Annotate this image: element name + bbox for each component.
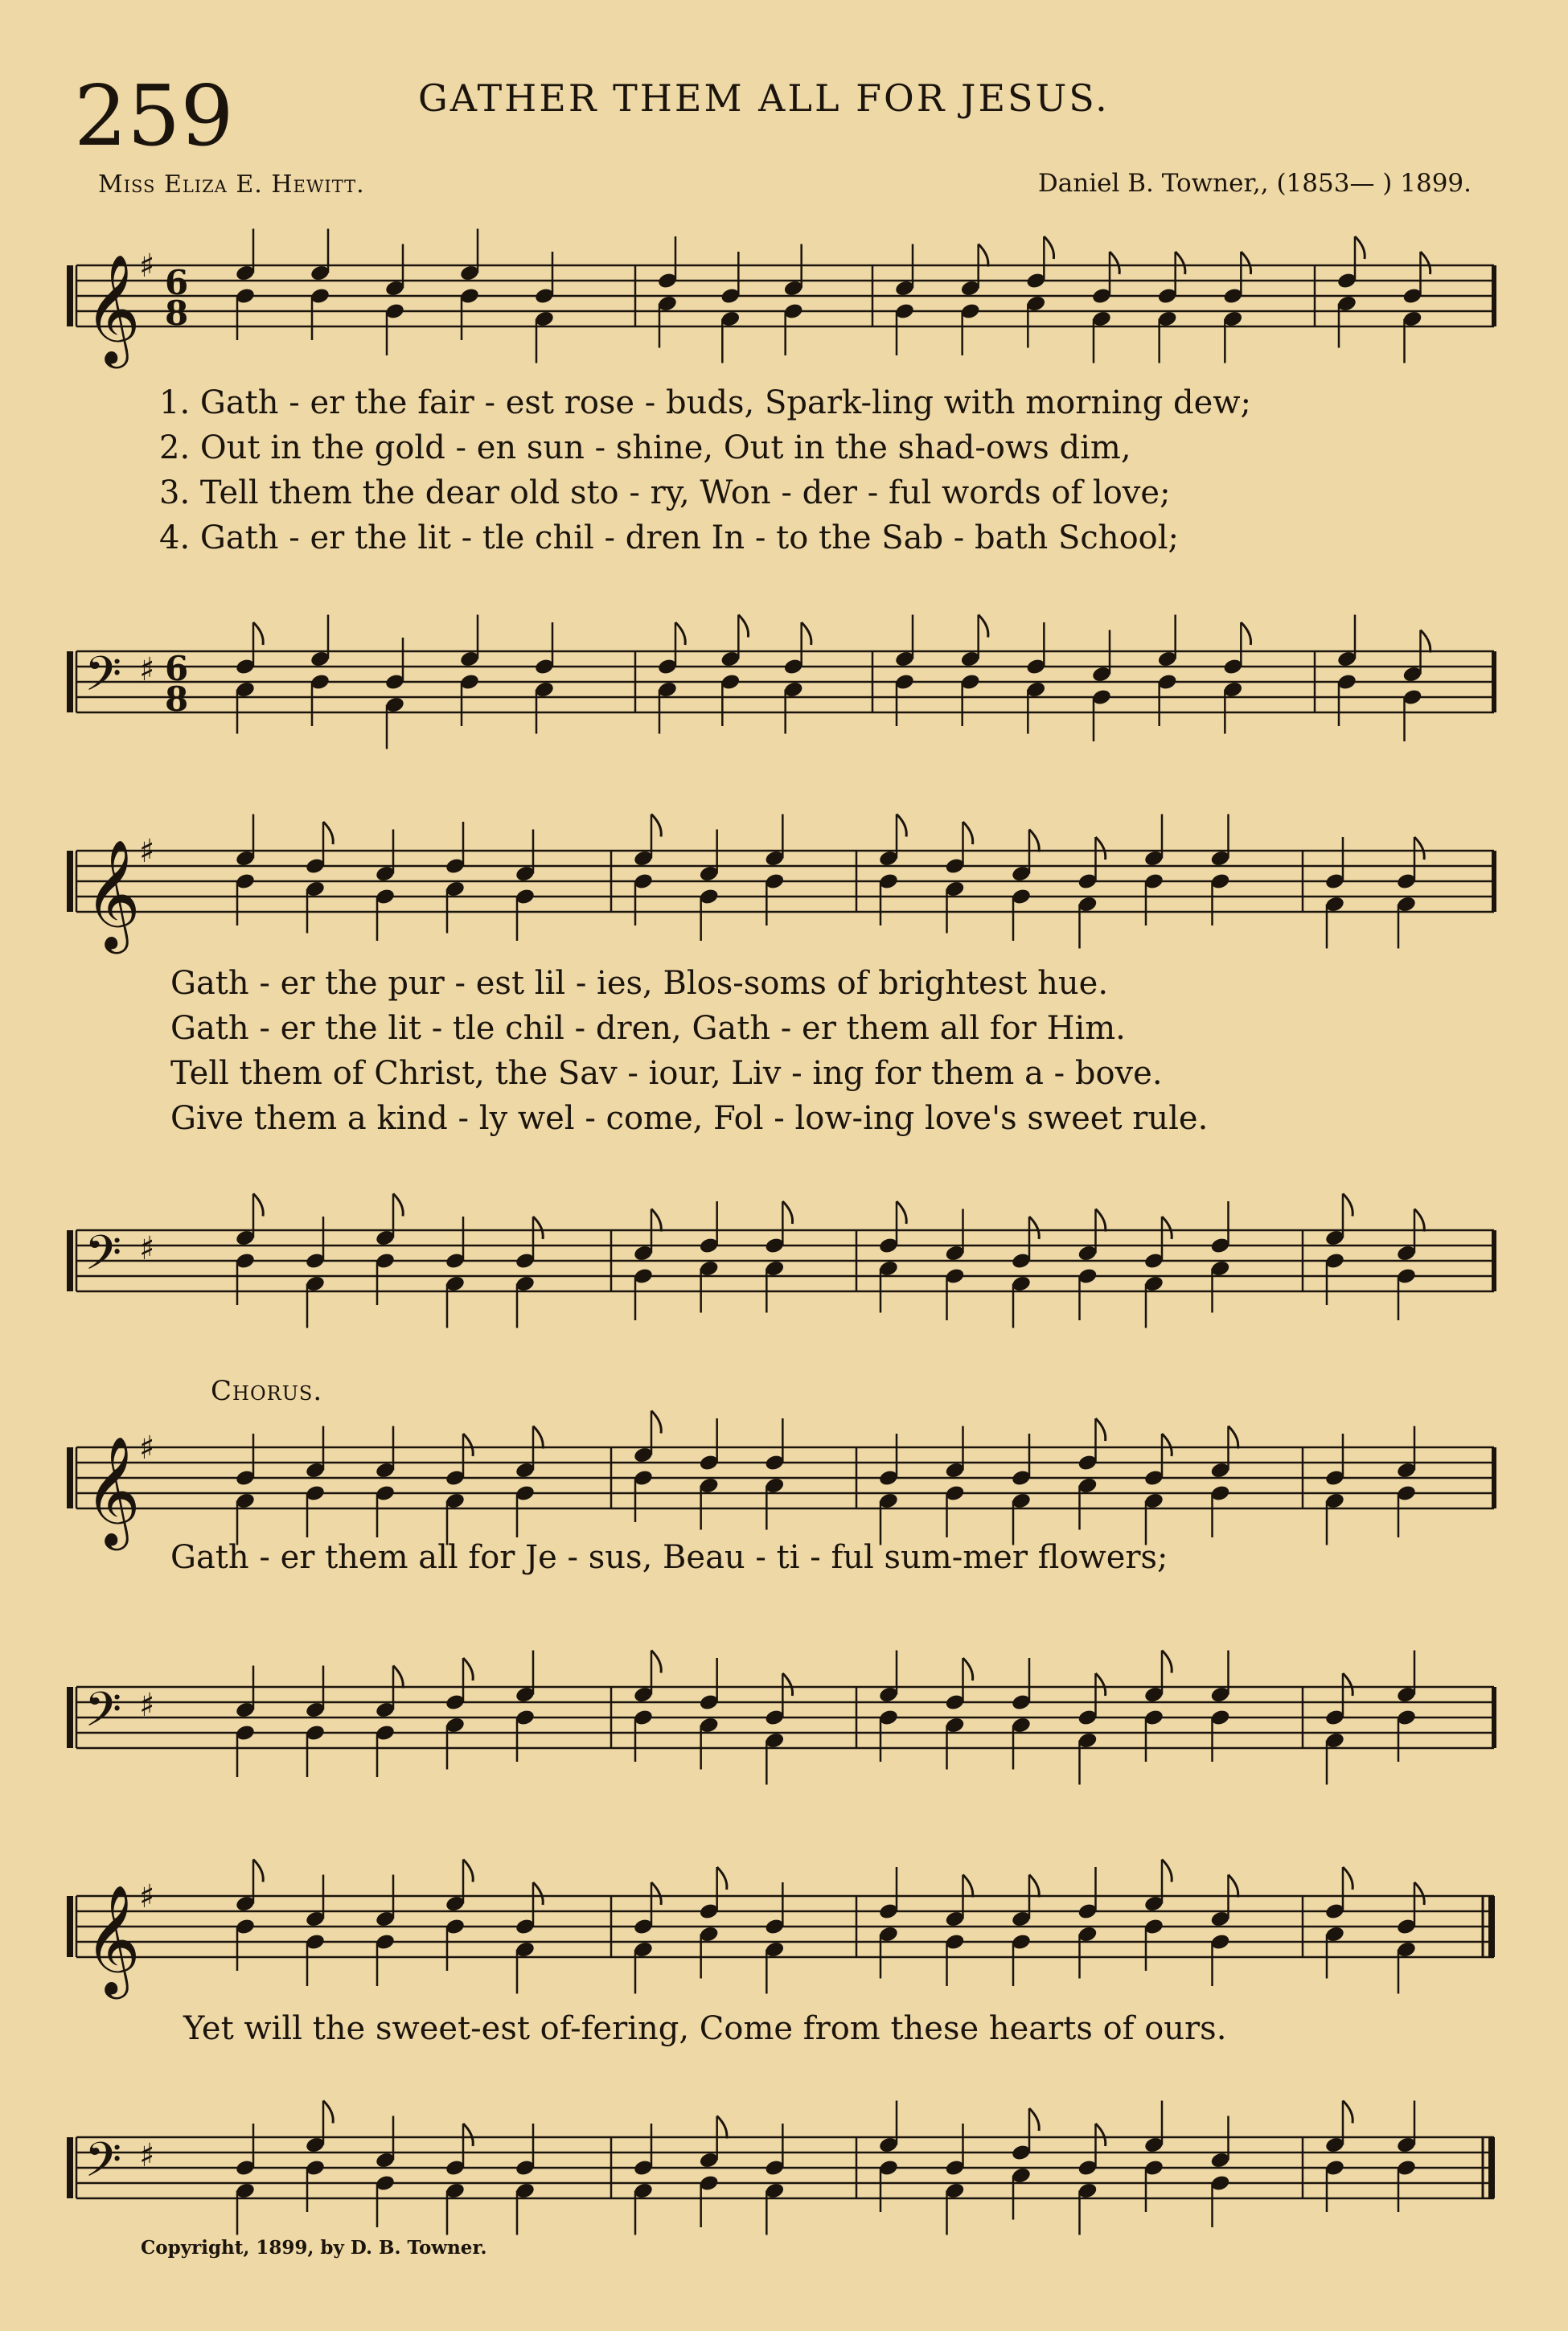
time-signature-bottom: 8: [165, 293, 189, 333]
note-flag: [463, 1434, 473, 1456]
note-flag: [1029, 1217, 1039, 1239]
system-1-treble-staff: [0, 241, 1568, 363]
note-flag: [1414, 1209, 1424, 1232]
note-flag: [1029, 830, 1039, 852]
note-flag: [963, 822, 973, 844]
note-flag: [1241, 252, 1250, 274]
note-flag: [1096, 837, 1106, 860]
sharp-icon: ♯: [139, 248, 155, 285]
note-flag: [979, 244, 988, 267]
hymn-number: 259: [74, 67, 234, 165]
note-flag: [979, 615, 988, 638]
note-flag: [253, 1860, 263, 1882]
note-flag: [1162, 1434, 1172, 1456]
verse-1-line-1: 1. Gath - er the fair - est rose - buds, Spark-ling with morning dew;: [159, 384, 1252, 421]
sharp-icon: ♯: [139, 1878, 155, 1915]
system-3-treble-staff: [0, 1423, 1568, 1545]
note-flag: [1414, 837, 1424, 860]
system-3-bass-staff: [0, 1663, 1568, 1775]
note-flag: [1110, 252, 1119, 274]
system-1-bass-staff: [0, 627, 1568, 740]
note-flag: [651, 1411, 661, 1434]
note-flag: [782, 1201, 792, 1224]
chorus-label: Chorus.: [211, 1375, 323, 1407]
note-flag: [393, 1666, 403, 1689]
note-flag: [651, 1882, 661, 1905]
note-flag: [1176, 252, 1185, 274]
verse-2-line-1: 2. Out in the gold - en sun - shine, Out in the shad-ows dim,: [159, 429, 1131, 466]
note-flag: [1355, 236, 1365, 259]
note-flag: [1421, 252, 1430, 274]
chorus-line-2: Yet will the sweet-est of-fering, Come from these hearts of ours.: [183, 2010, 1227, 2047]
sharp-icon: ♯: [139, 1687, 155, 1724]
note-flag: [1162, 1217, 1172, 1239]
note-flag: [651, 815, 661, 837]
note-flag: [323, 822, 333, 844]
note-flag: [1162, 1651, 1172, 1673]
verse-2-line-2: Gath - er the lit - tle chil - dren, Gath - er them all for Him.: [170, 1010, 1126, 1047]
note-flag: [1096, 1209, 1106, 1232]
sharp-icon: ♯: [139, 1230, 155, 1267]
sharp-icon: ♯: [139, 833, 155, 870]
note-flag: [963, 1875, 973, 1898]
bass-clef-icon: 𝄢: [84, 1225, 122, 1292]
time-signature-bottom: 8: [165, 679, 189, 719]
note-flag: [1044, 236, 1053, 259]
note-flag: [253, 1194, 263, 1217]
system-4-treble-staff: [0, 1872, 1568, 1994]
treble-clef-icon: 𝄞: [84, 1883, 141, 1994]
note-flag: [1096, 1418, 1106, 1441]
note-flag: [1343, 1673, 1353, 1696]
note-flag: [1241, 622, 1250, 645]
time-signature-top: 6: [165, 263, 189, 302]
note-flag: [1343, 1867, 1353, 1890]
note-flag: [1029, 1875, 1039, 1898]
sharp-icon: ♯: [139, 2137, 155, 2174]
note-flag: [802, 622, 811, 645]
bass-clef-icon: 𝄢: [84, 1681, 122, 1749]
verse-4-line-1: 4. Gath - er the lit - tle chil - dren In - to the Sab - bath School;: [159, 519, 1180, 556]
verse-4-line-2: Give them a kind - ly wel - come, Fol - low-ing love's sweet rule.: [170, 1100, 1209, 1137]
note-flag: [1162, 1860, 1172, 1882]
system-4-bass-staff: [0, 2113, 1568, 2226]
note-flag: [897, 815, 906, 837]
note-flag: [651, 1651, 661, 1673]
note-flag: [717, 2116, 727, 2139]
note-flag: [463, 1860, 473, 1882]
verse-3-line-1: 3. Tell them the dear old sto - ry, Won - der - ful words of love;: [159, 474, 1171, 511]
note-flag: [1343, 2101, 1353, 2124]
note-flag: [897, 1201, 906, 1224]
sharp-icon: ♯: [139, 1430, 155, 1467]
system-2-bass-staff: [0, 1206, 1568, 1319]
note-flag: [1414, 1882, 1424, 1905]
note-flag: [738, 615, 748, 638]
note-flag: [253, 622, 263, 645]
note-flag: [463, 1658, 473, 1681]
note-flag: [1096, 1673, 1106, 1696]
note-flag: [533, 1882, 543, 1905]
composer-credit: Daniel B. Towner,, (1853— ) 1899.: [1037, 169, 1472, 198]
note-flag: [323, 2101, 333, 2124]
note-flag: [782, 1673, 792, 1696]
chorus-line-1: Gath - er them all for Je - sus, Beau - ti - ful sum-mer flowers;: [170, 1539, 1168, 1576]
note-flag: [533, 1426, 543, 1449]
note-flag: [1343, 1194, 1353, 1217]
verse-3-line-2: Tell them of Christ, the Sav - iour, Liv - ing for them a - bove.: [170, 1055, 1163, 1092]
treble-clef-icon: 𝄞: [84, 838, 141, 949]
treble-clef-icon: 𝄞: [84, 252, 141, 363]
bass-clef-icon: 𝄢: [84, 2132, 122, 2199]
bass-clef-icon: 𝄢: [84, 646, 122, 713]
note-flag: [393, 1194, 403, 1217]
treble-clef-icon: 𝄞: [84, 1434, 141, 1545]
note-flag: [1229, 1426, 1238, 1449]
note-flag: [463, 2124, 473, 2146]
verse-1-line-2: Gath - er the pur - est lil - ies, Blos-soms of brightest hue.: [170, 965, 1109, 1002]
note-flag: [651, 1209, 661, 1232]
system-2-treble-staff: [0, 827, 1568, 949]
sharp-icon: ♯: [139, 651, 155, 688]
hymn-title: GATHER THEM ALL FOR JESUS.: [418, 76, 1110, 120]
time-signature-top: 6: [165, 649, 189, 688]
note-flag: [1229, 1875, 1238, 1898]
copyright-notice: Copyright, 1899, by D. B. Towner.: [141, 2237, 487, 2259]
note-flag: [1096, 2124, 1106, 2146]
note-flag: [1421, 630, 1430, 653]
note-flag: [717, 1867, 727, 1890]
note-flag: [963, 1658, 973, 1681]
note-flag: [533, 1217, 543, 1239]
author-credit: Miss Eliza E. Hewitt.: [98, 170, 365, 199]
note-flag: [1029, 2108, 1039, 2131]
note-flag: [675, 622, 685, 645]
